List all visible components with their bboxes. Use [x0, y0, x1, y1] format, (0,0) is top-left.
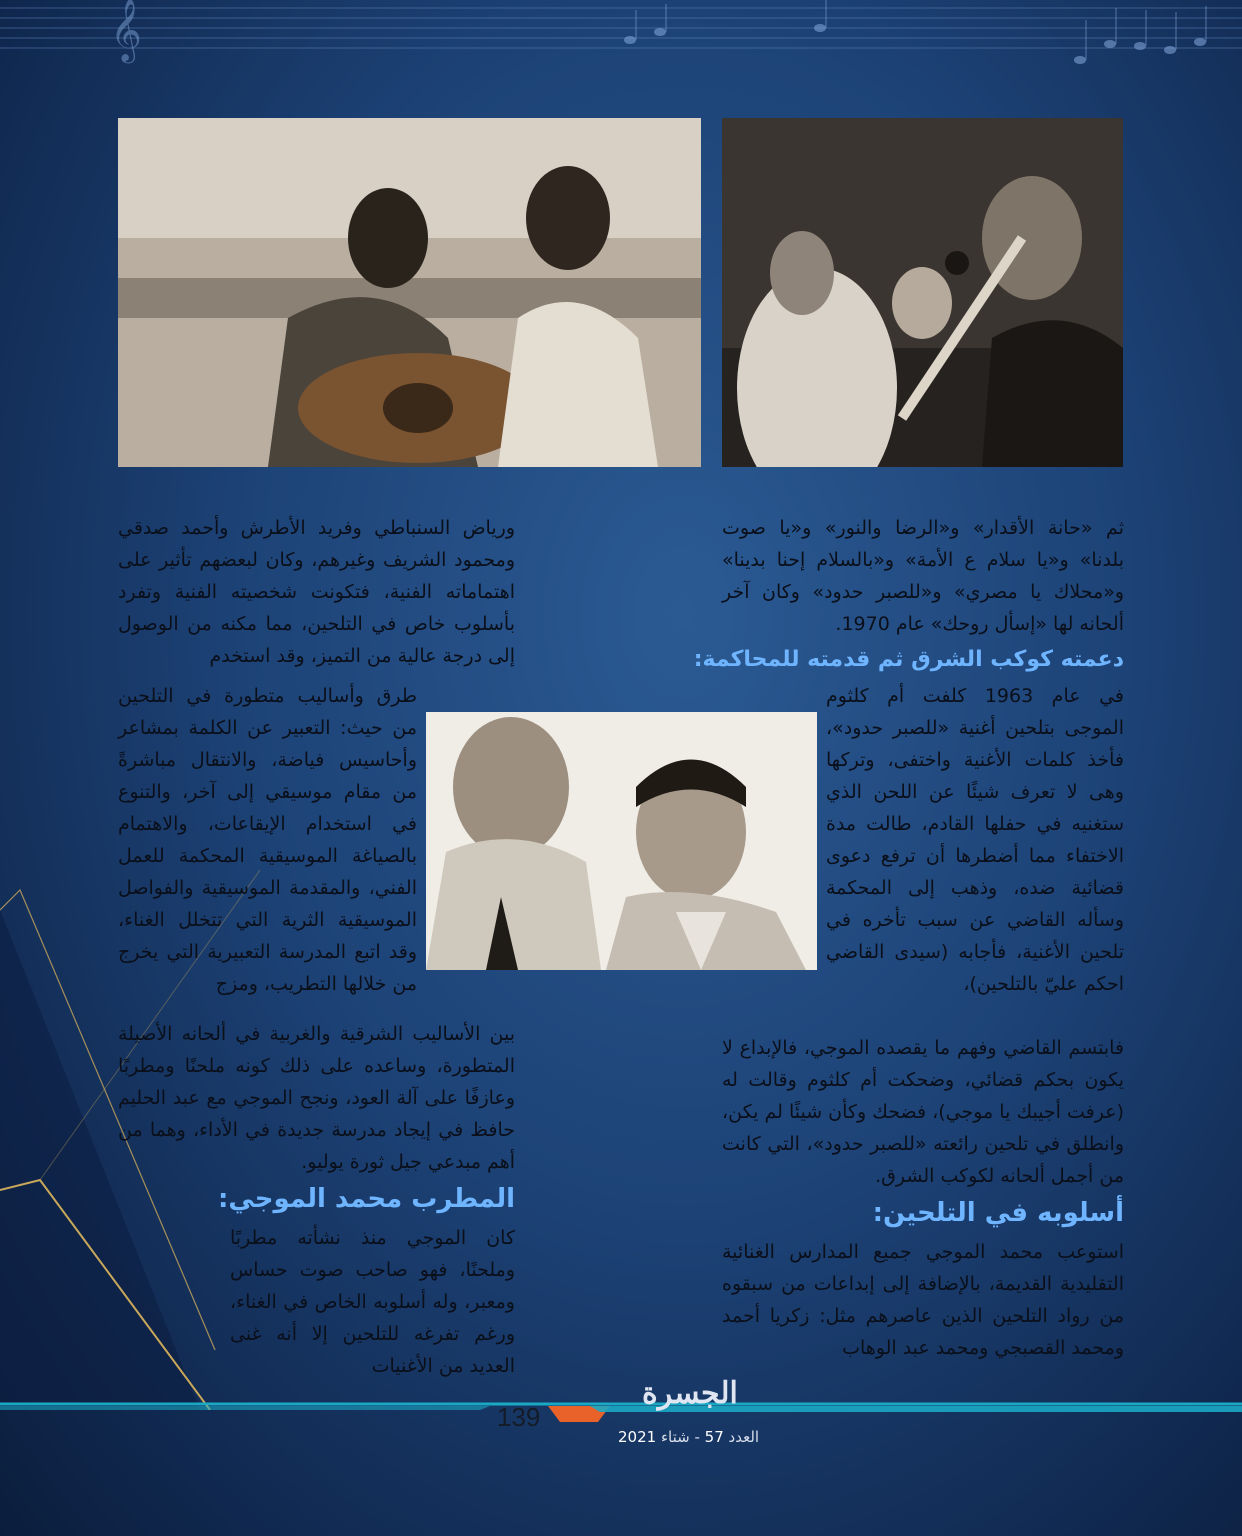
article-left-top: [118, 512, 515, 672]
paragraph: بين الأساليب الشرقية والغربية في ألحانه الأصيلة المتطورة، وساعده على ذلك كونه ملحنًا ومطربًا وعازفًا على آلة العود، ونجح الموجي مع عبد الحليم حافظ في إيجاد مدرسة جديدة في الأداء، وهما من أهم مبدعي جيل ثورة يوليو.: [118, 1023, 515, 1173]
paragraph: في عام 1963 كلفت أم كلثوم الموجى بتلحين أغنية «للصبر حدود»، فأخذ كلمات الأغنية واختفى، وتركها وهى لا تعرف شيئًا عن اللحن الذي ستغنيه في حفلها القادم، طالت مدة الاختفاء مما أضطرها أن ترفع دعوى قضائية ضده، وذهب إلى المحكمة وسأله القاضي عن سبب تأخره في تلحين الأغنية، فأجابه (سيدى القاضي احكم عليّ بالتلحين)،: [826, 685, 1124, 995]
issue-label: العدد: [728, 1428, 760, 1446]
issue-number: 57: [704, 1428, 724, 1446]
issue-season: - شتاء: [660, 1428, 700, 1446]
photo-flute-performance: [722, 118, 1123, 467]
heading-court-text: دعمته كوكب الشرق ثم قدمته للمحاكمة:: [693, 647, 1124, 672]
issue-info: [618, 1428, 759, 1446]
article-left-singer: [230, 1222, 515, 1382]
article-right-style: [722, 1236, 1124, 1364]
issue-year: 2021: [618, 1428, 657, 1446]
svg-text:𝄞: 𝄞: [110, 0, 142, 61]
photo-oud-duet: [118, 118, 701, 467]
article-right-narrow: [826, 680, 1124, 1000]
heading-singer: [118, 1182, 515, 1216]
heading-court: [693, 644, 1124, 676]
paragraph: استوعب محمد الموجي جميع المدارس الغنائية التقليدية القديمة، بالإضافة إلى إبداعات من سبقوه من رواد التلحين الذين عاصرهم مثل: زكريا أحمد ومحمد القصبجي ومحمد عبد الوهاب: [722, 1241, 1124, 1359]
paragraph: فابتسم القاضي وفهم ما يقصده الموجي، فالإبداع لا يكون بحكم قضائي، وضحكت أم كلثوم وقالت له (عرفت أجيبك يا موجي)، فضحك وكأن شيئًا لم يكن، وانطلق في تلحين رائعته «للصبر حدود»، التي كانت من أجمل ألحانه لكوكب الشرق.: [722, 1037, 1124, 1187]
music-staff-decoration: [0, 0, 1242, 90]
photo-two-men-smiling: [426, 712, 817, 970]
paragraph: طرق وأساليب متطورة في التلحين من حيث: التعبير عن الكلمة بمشاعر وأحاسيس فياضة، والانتقال مباشرةً من مقام موسيقي إلى آخر، والتنوع في استخدام الإيقاعات، والاهتمام بالصياغة الموسيقية المحكمة للعمل الفني، والمقدمة الموسيقية والفواصل الموسيقية الثرية التي تتخلل الغناء، وقد اتبع المدرسة التعبيرية التي يخرج من خلالها التطريب، ومزج: [118, 685, 417, 995]
page-number: 139: [497, 1402, 541, 1432]
paragraph: كان الموجي منذ نشأته مطربًا وملحنًا، فهو صاحب صوت حساس ومعبر، وله أسلوبه الخاص في الغناء، ورغم تفرغه للتلحين إلا أنه غنى العديد من الأغنيات: [230, 1227, 515, 1377]
paragraph: ثم «حانة الأقدار» و«الرضا والنور» و«يا صوت بلدنا» و«يا سلام ع الأمة» و«بالسلام إحنا بدينا» و«محلاك يا مصري» و«للصبر حدود» وكان آخر ألحانه لها «إسأل روحك» عام 1970.: [722, 517, 1124, 635]
article-left-bottom: [118, 1018, 515, 1178]
heading-style: [722, 1196, 1124, 1230]
article-right-full: [722, 1032, 1124, 1192]
heading-singer-text: المطرب محمد الموجي:: [218, 1184, 515, 1214]
magazine-logo: الجسرة: [642, 1376, 738, 1411]
paragraph: ورياض السنباطي وفريد الأطرش وأحمد صدقي ومحمود الشريف وغيرهم، وكان لبعضهم تأثير على اهتماماته الفنية، فتكونت شخصيته الفنية وتفرد بأسلوب خاص في التلحين، مما مكنه من الوصول إلى درجة عالية من التميز، وقد استخدم: [118, 517, 515, 667]
heading-style-text: أسلوبه في التلحين:: [872, 1198, 1124, 1228]
article-left-narrow: [118, 680, 417, 1000]
article-right-top: [722, 512, 1124, 640]
